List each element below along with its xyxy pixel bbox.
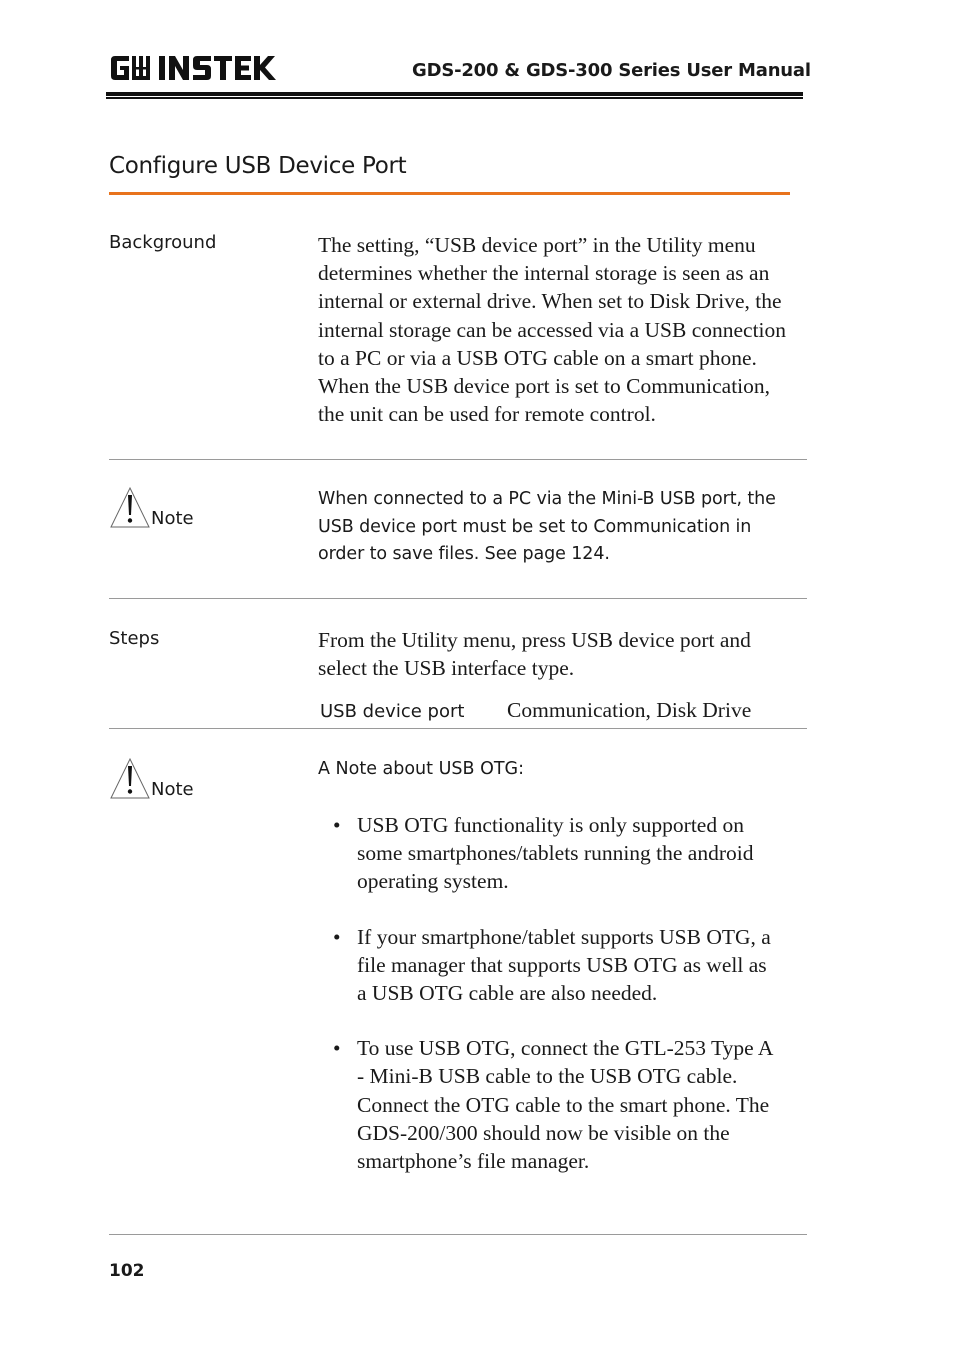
bullet-icon: • (333, 1036, 341, 1061)
otg-heading: A Note about USB OTG: (318, 759, 524, 779)
list-item (319, 1034, 777, 1175)
otg-bullet-list (319, 811, 777, 1202)
gwinstek-logo (109, 54, 277, 84)
note-label: Note (151, 779, 194, 800)
steps-text: From the Utility menu, press USB device port and select the USB interface type. (318, 628, 751, 681)
param-name: USB device port (320, 701, 465, 722)
manual-title: GDS-200 & GDS-300 Series User Manual (412, 60, 811, 81)
row-separator (109, 598, 807, 599)
page-number: 102 (109, 1261, 145, 1281)
param-values: Communication, Disk Drive (507, 698, 752, 722)
bullet-icon: • (333, 813, 341, 837)
warning-triangle-icon (109, 756, 151, 800)
list-item-text: USB OTG functionality is only supported on some smartphones/tablets running the android operating system. (357, 813, 754, 894)
header-rule-thin (106, 97, 803, 99)
section-title: Configure USB Device Port (109, 153, 407, 179)
row-separator (109, 728, 807, 729)
warning-triangle-icon (109, 485, 151, 529)
list-item (319, 811, 777, 896)
list-item (319, 923, 777, 1008)
note-label: Note (151, 508, 194, 529)
section-title-rule (109, 192, 790, 195)
header-rule (106, 92, 803, 96)
steps-label: Steps (109, 628, 160, 649)
list-item-text: To use USB OTG, connect the GTL-253 Type A - Mini-B USB cable to the USB OTG cable. Connect the OTG cable to the smart phone. The GDS-200/300 should now be visible on the smartphone’s file manager. (357, 1036, 773, 1174)
row-separator (109, 1234, 807, 1235)
background-text: The setting, “USB device port” in the Utility menu determines whether the internal storage is seen as an internal or external drive. When set to Disk Drive, the internal storage can be accessed via a USB connection to a PC or via a USB OTG cable on a smart phone. When the USB device port is set to Communication, the unit can be used for remote control. (318, 233, 787, 427)
background-label: Background (109, 232, 217, 253)
bullet-icon: • (333, 924, 341, 949)
note-text: When connected to a PC via the Mini-B USB port, the USB device port must be set to Communication in order to save files. See page 124. (318, 489, 776, 564)
row-separator (109, 459, 807, 460)
list-item-text: If your smartphone/tablet supports USB OTG, a file manager that supports USB OTG as well as a USB OTG cable are also needed. (357, 924, 771, 1006)
